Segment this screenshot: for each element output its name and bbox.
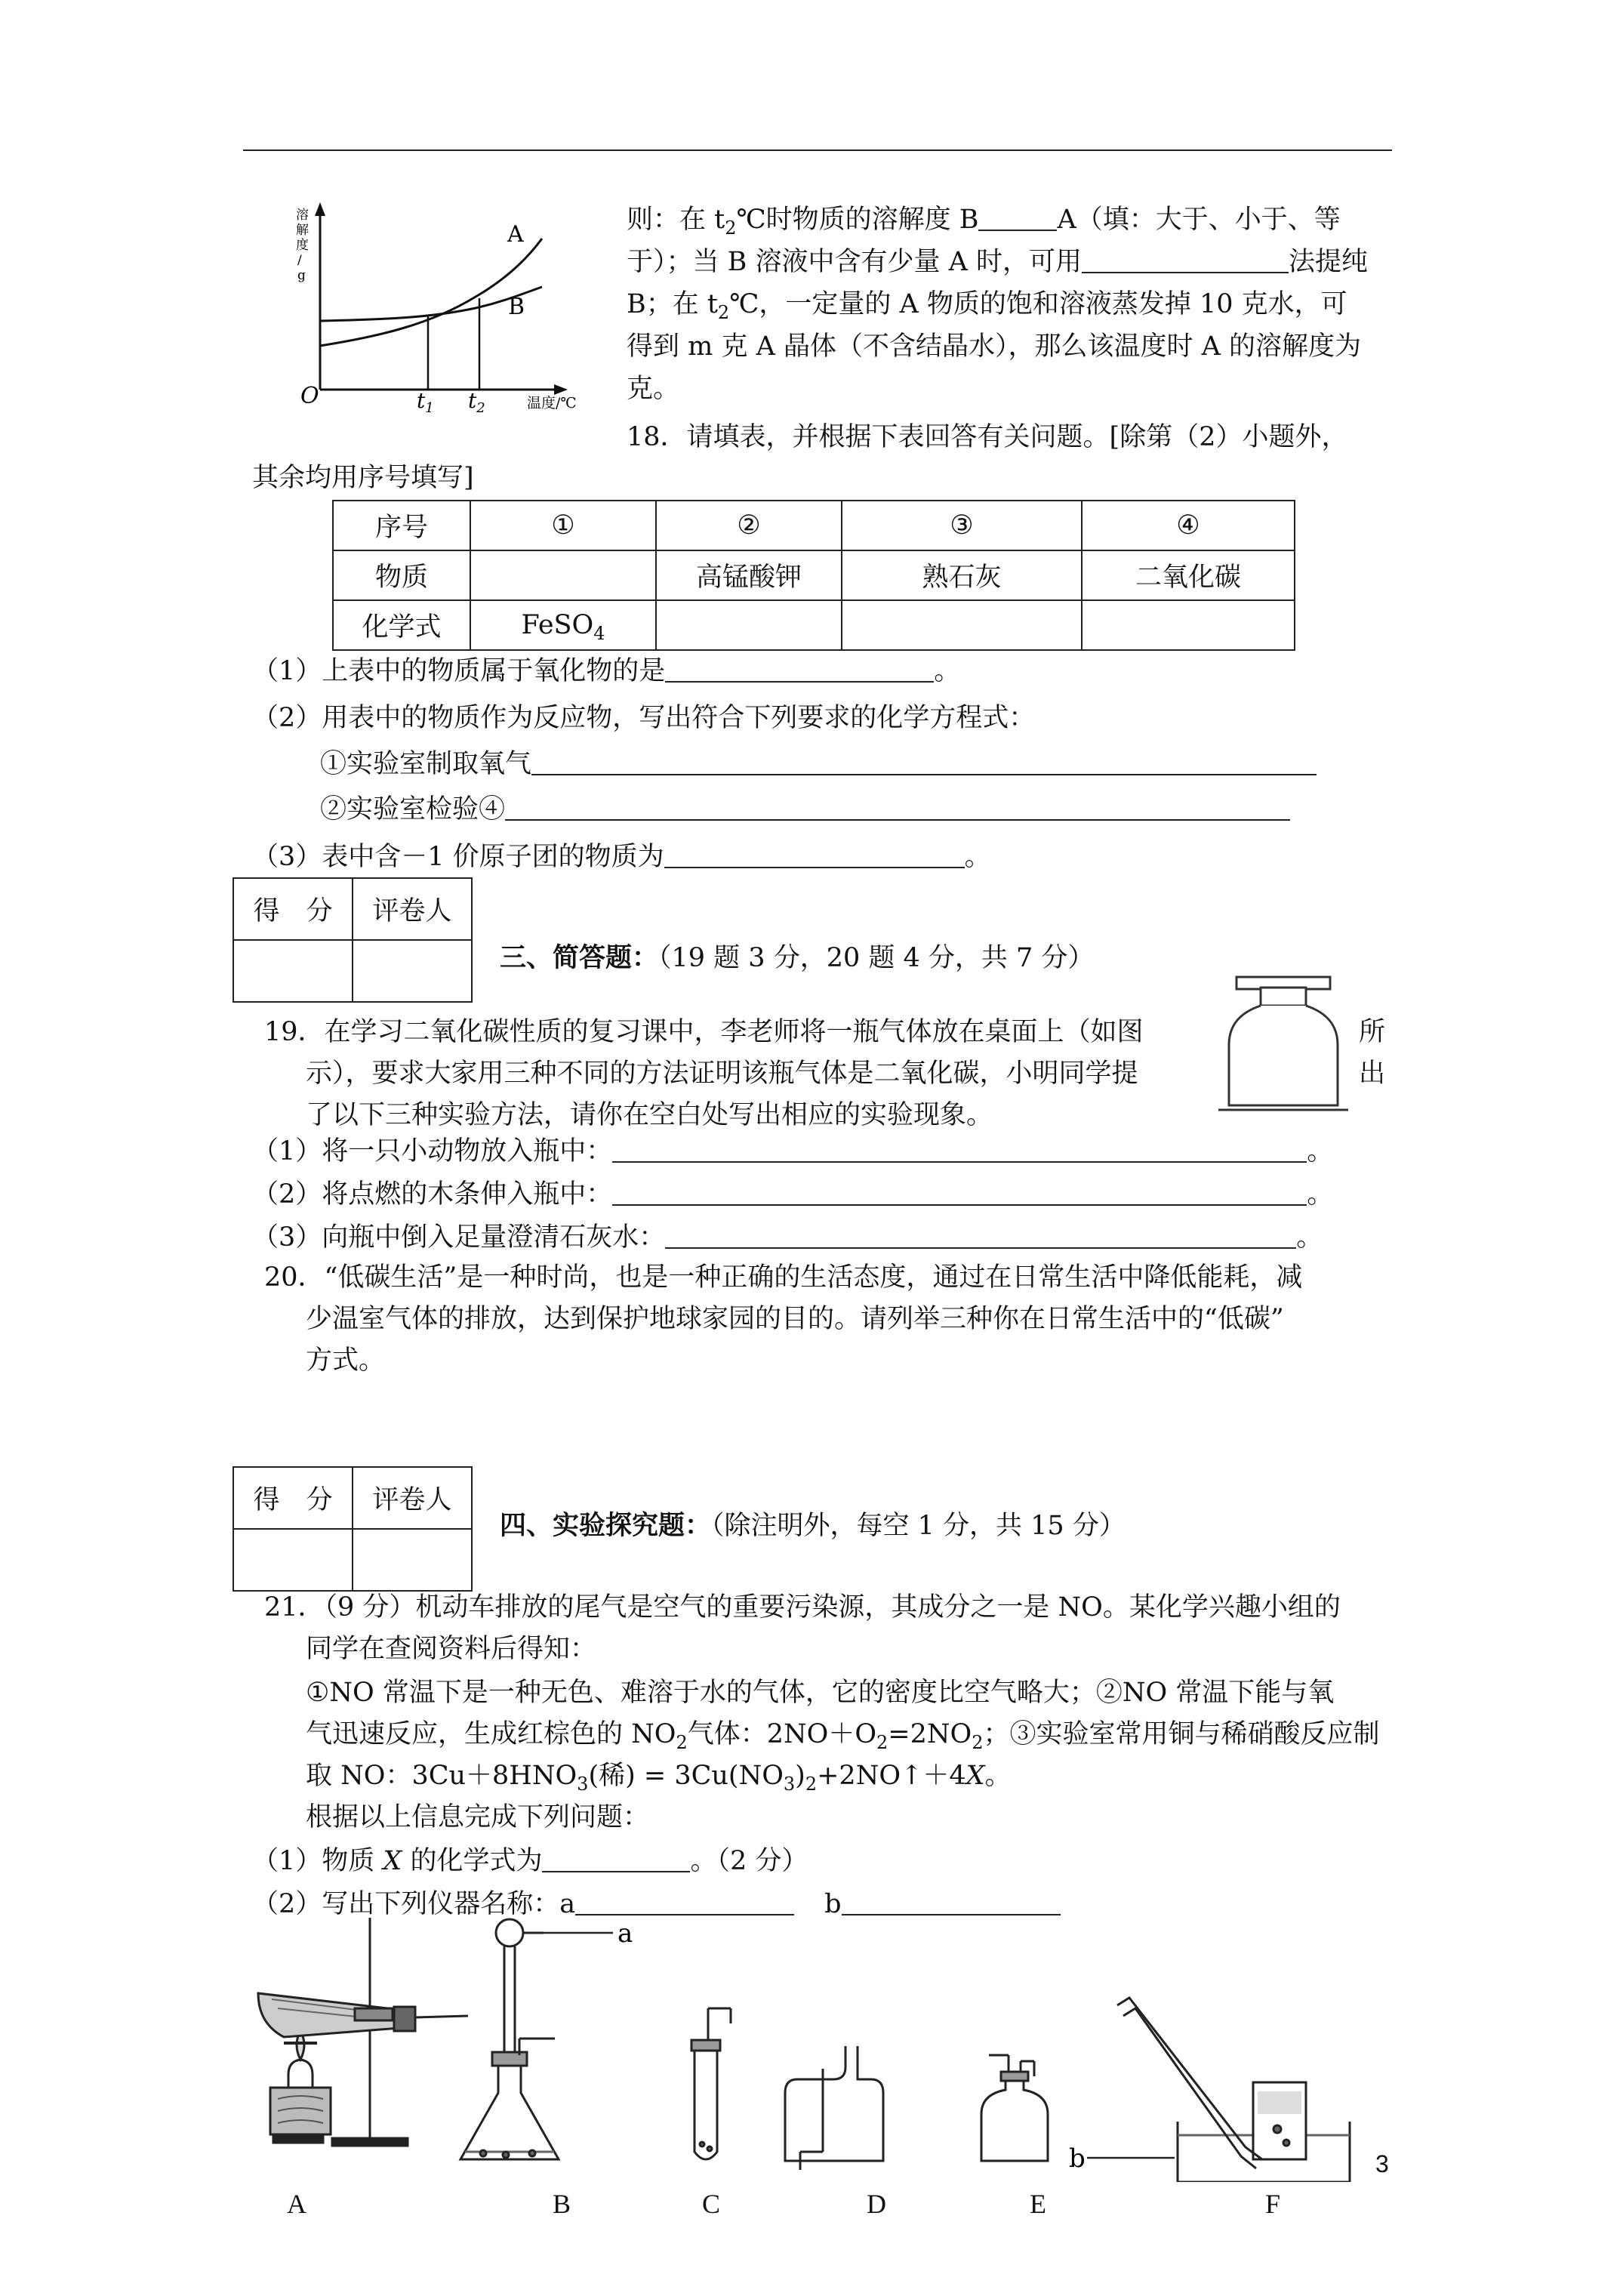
- apparatus-label-e: E: [1030, 2189, 1046, 2219]
- header-rule: [243, 149, 1392, 151]
- apparatus-label-a: A: [287, 2189, 306, 2219]
- q18-blank-oxide[interactable]: [665, 654, 934, 683]
- q21-line5: 取 NO：$3Cu+8HNO_3$(稀) = $3Cu(NO_3)_2+2NO↑+4X$。: [306, 1761, 1012, 1795]
- q20-line3: 方式。: [306, 1345, 386, 1376]
- q21-line1: 21．（9 分）机动车排放的尾气是空气的重要污染源，其成分之一是 NO。某化学兴趣小组的: [264, 1592, 1341, 1623]
- table-cell: ②: [656, 501, 842, 550]
- apparatus-label-f: F: [1265, 2189, 1281, 2219]
- reviewer-label: 评卷人: [353, 1467, 472, 1529]
- q19-blank-animal[interactable]: [612, 1134, 1307, 1163]
- q19-line3: 了以下三种实验方法，请你在空白处写出相应的实验现象。: [306, 1100, 993, 1130]
- table-cell: 物质: [333, 550, 470, 600]
- score-cell[interactable]: [233, 1529, 353, 1591]
- q19-blank-stick[interactable]: [612, 1177, 1307, 1206]
- table-cell-input[interactable]: [842, 600, 1082, 650]
- graph-t2: t: [468, 388, 477, 413]
- graph-curve-a-label: A: [507, 221, 524, 248]
- score-box: [233, 877, 473, 1003]
- apparatus-marker-b: b: [1069, 2143, 1086, 2174]
- q21-line4: 气迅速反应，生成红棕色的 $NO_2$气体：$2NO+O_2=2NO_2$；③实验室常用铜与稀硝酸反应制: [306, 1719, 1380, 1753]
- score-label: 得 分: [233, 878, 353, 940]
- q20-line1: 20．“低碳生活”是一种时尚，也是一种正确的生活态度，通过在日常生活中降低能耗，减: [264, 1262, 1303, 1293]
- apparatus-c-test-tube: [691, 2008, 731, 2159]
- graph-ylabel-char: 度: [296, 238, 309, 253]
- q21-line2: 同学在查阅资料后得知：: [306, 1634, 597, 1664]
- score-label: 得 分: [233, 1467, 353, 1529]
- apparatus-f-water-trough: [1117, 1998, 1350, 2182]
- graph-curve-b-label: B: [508, 294, 525, 320]
- table-cell: ③: [842, 501, 1082, 550]
- score-box: [233, 1466, 473, 1592]
- apparatus-b-flask: [460, 1919, 559, 2159]
- q17-line1: 则：在 $t_2℃$时物质的溶解度 B A（填：大于、小于、等: [627, 199, 1341, 240]
- q17-blank-method[interactable]: [1082, 245, 1289, 273]
- svg-text:t2: [468, 388, 485, 414]
- table-cell: 序号: [333, 501, 470, 550]
- q18-blank-equation-oxygen[interactable]: [531, 747, 1317, 775]
- apparatus-a-heating-setup: [258, 1918, 468, 2146]
- table-row: [333, 550, 1295, 600]
- reviewer-cell[interactable]: [353, 1529, 472, 1591]
- q18-intro-line1: 18．请填表，并根据下表回答有关问题。[除第（2）小题外，: [627, 422, 1348, 452]
- q19-line1-right: 所: [1359, 1017, 1386, 1047]
- q18-blank-equation-test[interactable]: [505, 792, 1290, 821]
- q19-blank-limewater[interactable]: [665, 1220, 1296, 1249]
- apparatus-label-b: B: [553, 2189, 571, 2219]
- table-cell: ④: [1082, 501, 1295, 550]
- apparatus-label-d: D: [867, 2189, 886, 2219]
- q18-part2a: ①实验室制取氧气: [320, 744, 1317, 784]
- graph-xlabel: 温度/℃: [527, 395, 577, 411]
- q17-line3: B；在 $t_2℃$，一定量的 A 物质的饱和溶液蒸发掉 10 克水，可: [627, 289, 1347, 323]
- apparatus-label-c: C: [702, 2189, 721, 2219]
- q19-part2: （2）将点燃的木条伸入瓶中： 。: [252, 1174, 1333, 1215]
- q21-line6: 根据以上信息完成下列问题：: [306, 1802, 650, 1832]
- q18-part2b: ②实验室检验④: [320, 789, 1290, 830]
- table-cell: 化学式: [333, 600, 470, 650]
- gas-bottle-icon: [1215, 966, 1351, 1117]
- q19-part3: （3）向瓶中倒入足量澄清石灰水： 。: [252, 1217, 1323, 1258]
- q18-part2: （2）用表中的物质作为反应物，写出符合下列要求的化学方程式：: [252, 703, 1036, 733]
- reviewer-cell[interactable]: [353, 940, 472, 1002]
- apparatus-figure: [242, 1895, 1404, 2182]
- page-number: 3: [1375, 2150, 1389, 2177]
- q21-line3: ①NO 常温下是一种无色、难溶于水的气体，它的密度比空气略大；②NO 常温下能与氧: [306, 1678, 1335, 1708]
- q21-part2: （2）写出下列仪器名称：a b: [252, 1884, 1061, 1925]
- graph-t2-sub: 2: [476, 400, 485, 414]
- graph-ylabel-char: g: [297, 268, 306, 283]
- graph-origin: O: [300, 383, 319, 409]
- q19-line2: 示），要求大家用三种不同的方法证明该瓶气体是二氧化碳，小明同学提: [306, 1059, 1138, 1089]
- graph-t1-sub: 1: [425, 400, 434, 414]
- q17-blank-compare[interactable]: [978, 202, 1057, 231]
- q19-part1: （1）将一只小动物放入瓶中： 。: [252, 1131, 1333, 1172]
- solubility-graph: [287, 195, 611, 414]
- q19-line2-right: 出: [1359, 1059, 1386, 1089]
- table-cell-input[interactable]: [656, 600, 842, 650]
- q19-line1: 19．在学习二氧化碳性质的复习课中，李老师将一瓶气体放在桌面上（如图: [264, 1017, 1144, 1047]
- graph-t1: t: [417, 388, 426, 413]
- q20-line2: 少温室气体的排放，达到保护地球家园的目的。请列举三种你在日常生活中的“低碳”: [306, 1304, 1284, 1334]
- graph-ylabel-char: 溶: [296, 208, 309, 223]
- q18-intro-line2: 其余均用序号填写]: [252, 463, 474, 493]
- table-cell: 二氧化碳: [1082, 550, 1295, 600]
- section3-heading: 三、简答题：（19 题 3 分，20 题 4 分，共 7 分）: [500, 942, 1095, 973]
- graph-ylabel-char: /: [297, 253, 302, 268]
- apparatus-marker-a: a: [617, 1918, 633, 1949]
- score-cell[interactable]: [233, 940, 353, 1002]
- table-cell: 高锰酸钾: [656, 550, 842, 600]
- q21-blank-x-formula[interactable]: [542, 1844, 690, 1872]
- q17-line5: 克。: [627, 374, 680, 404]
- apparatus-d-bottle: [785, 2046, 883, 2170]
- table-row: [333, 501, 1295, 550]
- q18-part3: （3）表中含－1 价原子团的物质为 。: [252, 837, 991, 877]
- graph-ylabel-char: 解: [296, 223, 309, 238]
- apparatus-e-gas-bottle: [981, 2055, 1048, 2161]
- svg-text:t1: [417, 388, 434, 414]
- table-cell: ①: [470, 501, 656, 550]
- table-row: [333, 600, 1295, 650]
- table-cell: 熟石灰: [842, 550, 1082, 600]
- reviewer-label: 评卷人: [353, 878, 472, 940]
- q18-table: [332, 500, 1295, 651]
- table-cell: FeSO$_4$: [470, 600, 656, 650]
- q21-part1: （1）物质 X 的化学式为 。（2 分）: [252, 1841, 808, 1881]
- q18-part1: （1）上表中的物质属于氧化物的是 。: [252, 651, 960, 692]
- table-cell-input[interactable]: [470, 550, 656, 600]
- q18-blank-radical[interactable]: [664, 840, 965, 868]
- q17-line2: 于）；当 B 溶液中含有少量 A 时，可用 法提纯: [627, 242, 1368, 282]
- table-cell-input[interactable]: [1082, 600, 1295, 650]
- section4-heading: 四、实验探究题：（除注明外，每空 1 分，共 15 分）: [500, 1510, 1126, 1541]
- q17-line4: 得到 m 克 A 晶体（不含结晶水），那么该温度时 A 的溶解度为: [627, 331, 1361, 362]
